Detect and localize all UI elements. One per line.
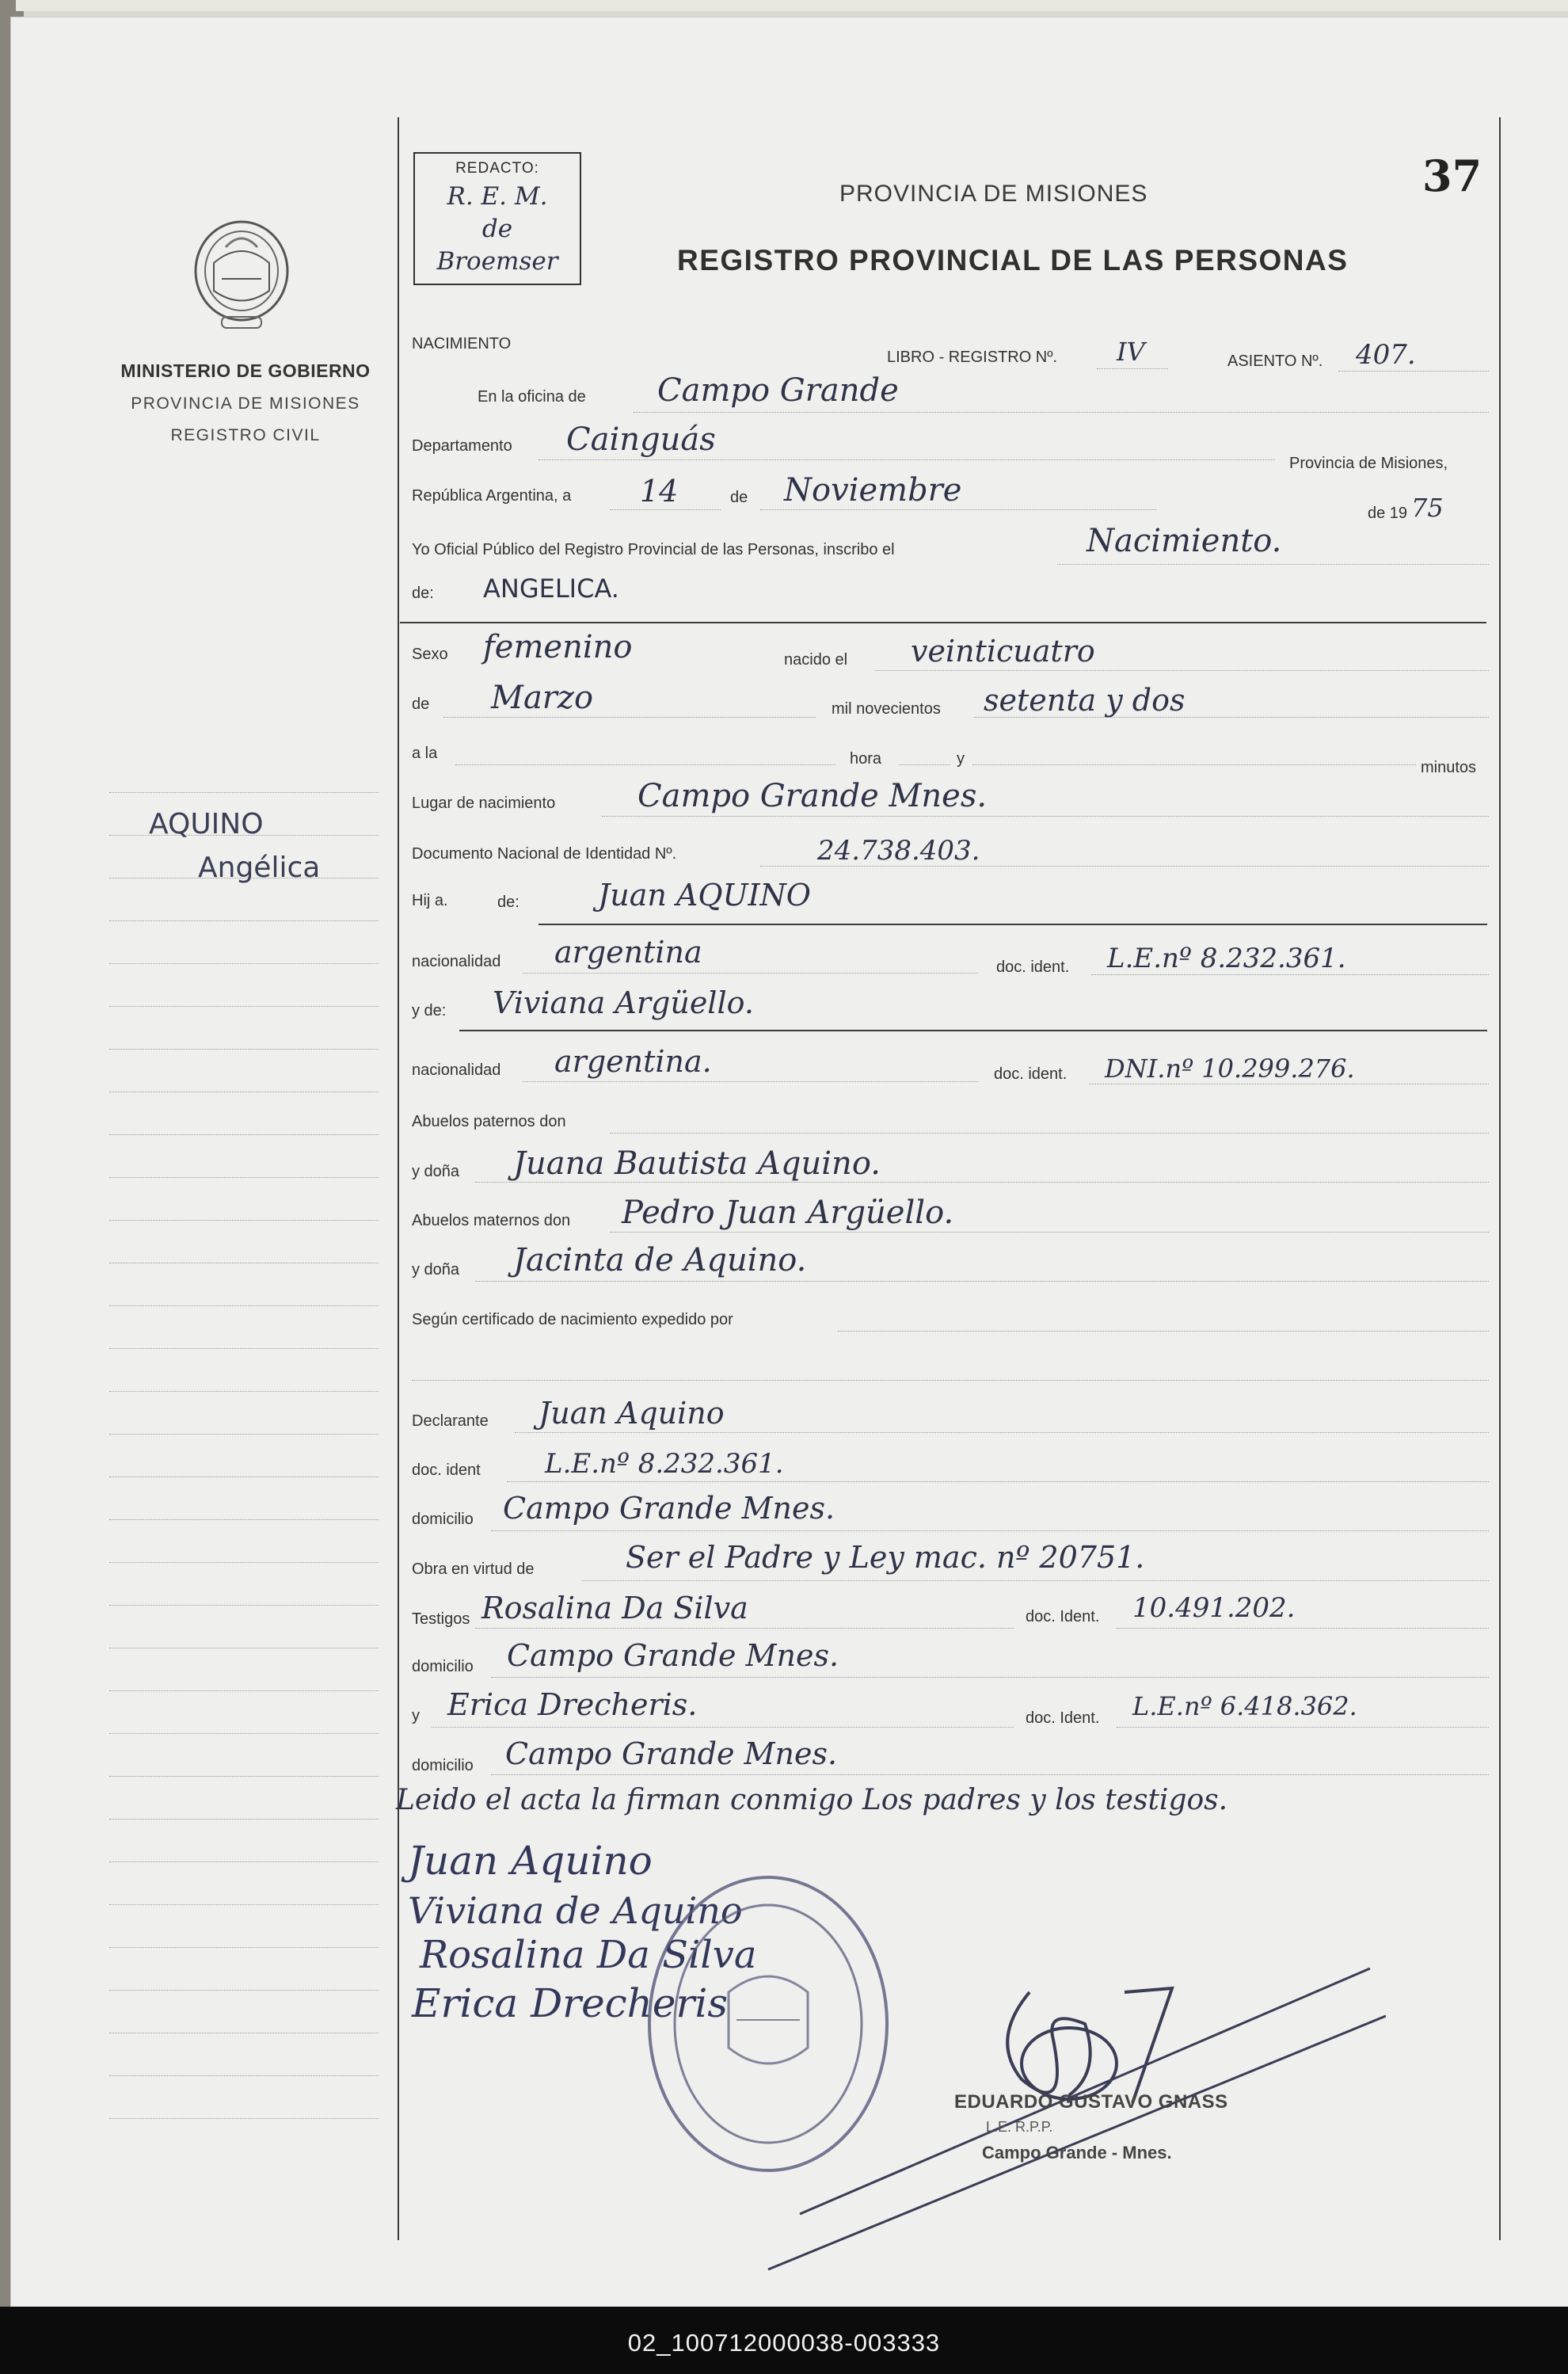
padre-value: Juan AQUINO: [598, 878, 811, 913]
right-rule: [1499, 117, 1501, 2240]
ala-label: a la: [412, 745, 438, 762]
nac1-value: argentina: [554, 935, 702, 970]
ab-pat-dona-line: [475, 1182, 1489, 1183]
nac1-line: [523, 973, 978, 974]
nombre-underline: [400, 622, 1486, 623]
official-name: EDUARDO GUSTAVO GNASS: [954, 2091, 1228, 2113]
declarante-label: Declarante: [412, 1412, 489, 1430]
asiento-value: 407.: [1356, 339, 1416, 371]
ministry-block: [119, 360, 372, 445]
leido-statement: Leido el acta la firman conmigo Los padres y los testigos.: [396, 1784, 1228, 1816]
hij-label: [412, 892, 448, 910]
province-title: PROVINCIA DE MISIONES: [839, 181, 1148, 207]
testigo1-value: Rosalina Da Silva: [481, 1591, 748, 1625]
declarante-line: [515, 1432, 1489, 1433]
asiento-line: [1338, 371, 1489, 372]
lugar-line: [602, 816, 1489, 817]
hij-suffix: a.: [434, 892, 448, 909]
departamento-value: Cainguás: [566, 421, 716, 458]
madre-underline: [459, 1030, 1487, 1031]
doc-t1-label: doc. Ident.: [1026, 1608, 1100, 1625]
provincia-label: Provincia de Misiones,: [1289, 455, 1448, 472]
doc1-line: [1091, 974, 1489, 975]
provincial-seal-icon: [190, 215, 293, 334]
segun-line-2: [412, 1380, 1489, 1381]
nombre-value: ANGELICA.: [483, 573, 619, 604]
dni-label: Documento Nacional de Identidad Nº.: [412, 845, 677, 863]
ab-pat-dona-value: Juana Bautista Aquino.: [513, 1145, 881, 1182]
sexo-label: Sexo: [412, 646, 448, 663]
signature-witness-2: Erica Drecheris: [412, 1980, 729, 2026]
dom1-value: Campo Grande Mnes.: [503, 1491, 835, 1526]
testigos-label: Testigos: [412, 1610, 470, 1628]
doc-t1-value: 10.491.202.: [1132, 1592, 1296, 1624]
asiento-label: ASIENTO Nº.: [1227, 352, 1323, 370]
testigo2-line: [432, 1727, 1014, 1728]
hora-line: [455, 764, 835, 765]
de2-label: de:: [412, 585, 434, 602]
y-label: y: [957, 750, 965, 768]
hij-text: Hij: [412, 892, 431, 909]
ab-mat-line: [610, 1232, 1489, 1233]
ydona2-label: y doña: [412, 1261, 460, 1278]
margin-surname: AQUINO: [149, 808, 264, 840]
oficial-line: [1057, 564, 1489, 565]
nac1-label: nacionalidad: [412, 953, 501, 970]
mes-nac-value: Marzo: [491, 680, 594, 716]
ministry-line-3: REGISTRO CIVIL: [170, 426, 321, 444]
nacido-value: veinticuatro: [911, 634, 1095, 669]
departamento-line: [539, 459, 1275, 460]
margin-ruled-lines: [109, 792, 379, 2161]
segun-line: [838, 1331, 1489, 1332]
dia-line: [610, 509, 721, 510]
left-rule: [398, 117, 399, 2240]
obra-line: [582, 1580, 1489, 1581]
docdecl-line: [507, 1481, 1489, 1482]
libro-line: [1097, 368, 1168, 369]
ydona1-label: y doña: [412, 1163, 460, 1180]
anio-nac-value: setenta y dos: [984, 683, 1186, 718]
oficial-label: Yo Oficial Público del Registro Provincial de las Personas, inscribo el: [412, 541, 895, 558]
doc1-value: L.E.nº 8.232.361.: [1107, 943, 1346, 974]
madre-value: Viviana Argüello.: [493, 985, 754, 1020]
nac2-value: argentina.: [554, 1044, 712, 1079]
de3-label: de: [412, 695, 430, 713]
de-label: de: [730, 489, 748, 506]
mes-value: Noviembre: [784, 472, 962, 509]
doc-t2-line: [1117, 1727, 1489, 1728]
obra-value: Ser el Padre y Ley mac. nº 20751.: [626, 1540, 1145, 1575]
nac2-line: [523, 1081, 978, 1082]
redacto-line-1: R. E. M.: [447, 182, 548, 211]
registry-title: REGISTRO PROVINCIAL DE LAS PERSONAS: [677, 244, 1349, 276]
redacto-line-2: de: [481, 215, 513, 243]
libro-label: LIBRO - REGISTRO Nº.: [887, 349, 1058, 366]
dom1-label: domicilio: [412, 1511, 474, 1528]
dom3-value: Campo Grande Mnes.: [505, 1736, 838, 1771]
lugar-value: Campo Grande Mnes.: [637, 778, 988, 814]
signature-witness-1: Rosalina Da Silva: [420, 1933, 757, 1977]
official-place: Campo Grande - Mnes.: [982, 2143, 1172, 2163]
ministry-line-2: PROVINCIA DE MISIONES: [131, 394, 360, 413]
oficina-value: Campo Grande: [657, 372, 899, 409]
ministry-line-1: MINISTERIO DE GOBIERNO: [120, 360, 371, 381]
declarante-value: Juan Aquino: [539, 1396, 725, 1431]
libro-value: IV: [1117, 337, 1145, 367]
republica-label: República Argentina, a: [412, 487, 572, 505]
ab-pat-line: [610, 1133, 1489, 1134]
hij-de-label: de:: [497, 894, 519, 911]
page-number: 37: [1422, 151, 1482, 201]
redacto-handwriting: [415, 181, 580, 278]
doc-t1-line: [1117, 1628, 1489, 1629]
obra-label: Obra en virtud de: [412, 1560, 535, 1578]
docdecl-label: doc. ident: [412, 1461, 481, 1479]
doc1-label: doc. ident.: [996, 958, 1070, 976]
nacimiento-label: NACIMIENTO: [412, 335, 512, 352]
mes-nac-line: [443, 717, 816, 718]
testigo2-value: Erica Drecheris.: [447, 1687, 698, 1722]
dia-value: 14: [640, 474, 679, 509]
sexo-value: femenino: [483, 629, 633, 665]
mil-label: mil novecientos: [832, 700, 941, 718]
redacto-line-3: Broemser: [436, 247, 558, 276]
nac2-label: nacionalidad: [412, 1061, 501, 1079]
minutos-line: [972, 764, 1416, 765]
ab-mat-dona-line: [475, 1281, 1489, 1282]
yde-label: y de:: [412, 1002, 447, 1019]
dom2-label: domicilio: [412, 1658, 474, 1675]
ab-pat-label: Abuelos paternos don: [412, 1113, 566, 1130]
anio-value: 75: [1411, 493, 1444, 523]
signature-mother: Viviana de Aquino: [408, 1889, 743, 1932]
doc2-value: DNI.nº 10.299.276.: [1105, 1054, 1355, 1084]
dom3-line: [491, 1774, 1489, 1775]
doc-t2-label: doc. Ident.: [1026, 1709, 1100, 1727]
dom1-line: [491, 1530, 1489, 1531]
ab-mat-label: Abuelos maternos don: [412, 1212, 571, 1229]
anio-label: de 19: [1368, 505, 1408, 522]
page-stack-edge: [16, 0, 1568, 11]
ab-mat-dona-value: Jacinta de Aquino.: [513, 1242, 807, 1278]
docdecl-value: L.E.nº 8.232.361.: [545, 1448, 784, 1480]
hora-label: hora: [850, 750, 882, 768]
margin-given-name: Angélica: [198, 852, 321, 884]
redacto-label: REDACTO:: [455, 160, 539, 177]
minutos-label: minutos: [1421, 759, 1477, 776]
dom2-value: Campo Grande Mnes.: [507, 1638, 839, 1673]
doc2-label: doc. ident.: [994, 1065, 1068, 1083]
dom3-label: domicilio: [412, 1757, 474, 1774]
padre-underline: [539, 924, 1487, 925]
hora-line-2: [899, 764, 950, 765]
official-subtitle: L.E. R.P.P.: [986, 2119, 1053, 2135]
testigo1-line: [475, 1628, 1014, 1629]
redacto-box: [413, 152, 581, 285]
oficial-value: Nacimiento.: [1087, 523, 1282, 559]
nacido-label: nacido el: [784, 651, 848, 669]
oficina-label: En la oficina de: [478, 388, 586, 406]
ab-mat-don-value: Pedro Juan Argüello.: [622, 1195, 954, 1231]
mes-line: [760, 509, 1156, 510]
nacido-line: [875, 670, 1489, 671]
lugar-label: Lugar de nacimiento: [412, 795, 556, 812]
y2-label: y: [412, 1707, 420, 1724]
segun-label: Según certificado de nacimiento expedido por: [412, 1311, 733, 1328]
signature-father: Juan Aquino: [408, 1838, 653, 1884]
departamento-label: Departamento: [412, 437, 512, 455]
dom2-line: [491, 1677, 1489, 1678]
doc-t2-value: L.E.nº 6.418.362.: [1132, 1691, 1357, 1721]
oficina-line: [634, 412, 1489, 413]
dni-value: 24.738.403.: [817, 835, 980, 867]
footer-id: 02_100712000038-003333: [627, 2329, 941, 2357]
